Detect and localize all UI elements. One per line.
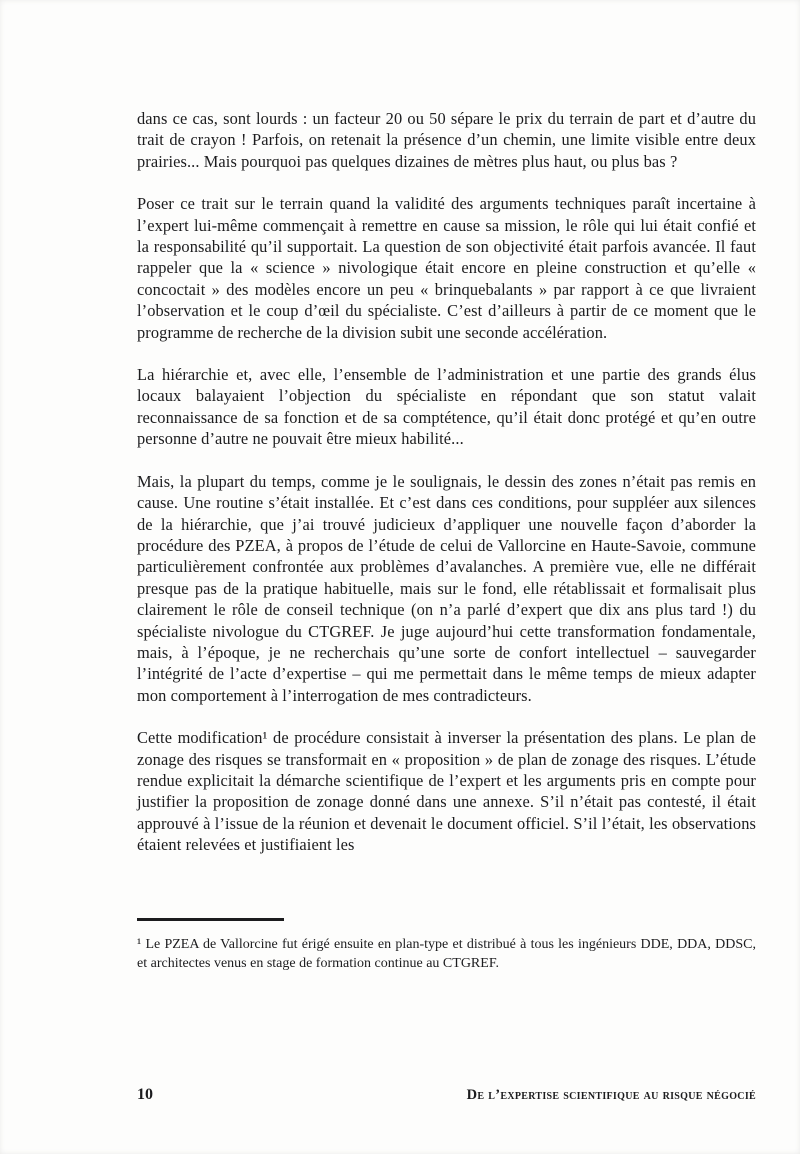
footnote-text: ¹ Le PZEA de Vallorcine fut érigé ensuite en plan-type et distribué à tous les ingénieurs DDE, DDA, DDSC, et architectes venus en stage de formation continue au CTGREF. — [137, 937, 756, 971]
paragraph-1: dans ce cas, sont lourds : un facteur 20 ou 50 sépare le prix du terrain de part et d’autre du trait de crayon ! Parfois, on retenait la présence d’un chemin, une limite visible entre deux prairies... Mais pourquoi pas quelques dizaines de mètres plus haut, ou plus bas ? — [137, 109, 756, 171]
running-title: De l’expertise scientifique au risque négocié — [466, 1087, 756, 1103]
footnote-area — [137, 918, 756, 973]
paragraph-4: Mais, la plupart du temps, comme je le soulignais, le dessin des zones n’était pas remis en cause. Une routine s’était installée. Et c’est dans ces conditions, pour suppléer aux silences de la hiérarchie, que j’ai trouvé judicieux d’appliquer une nouvelle façon d’aborder la procédure des PZEA, à propos de l’étude de celui de Vallorcine en Haute-Savoie, commune particulièrement confrontée aux problèmes d’avalanches. A première vue, elle ne différait presque pas de la pratique habituelle, mais sur le fond, elle rétablissait et formalisait plus clairement le rôle de conseil technique (on n’a parlé d’expert que dix ans plus tard !) du spécialiste nivologue du CTGREF. Je juge aujourd’hui cette transformation fondamentale, mais, à l’époque, je ne recherchais qu’une sorte de confort intellectuel – sauvegarder l’intégrité de l’acte d’expertise – qui me permettait dans le même temps de mieux adapter mon comportement à l’interrogation de mes contradicteurs. — [137, 471, 756, 705]
body-text — [137, 108, 756, 877]
paragraph-5: Cette modification¹ de procédure consistait à inverser la présentation des plans. Le plan de zonage des risques se transformait en « proposition » de plan de zonage des risques. L’étude rendue explicitait la démarche scientifique de l’expert et les arguments pris en compte pour justifier la proposition de zonage donné dans une annexe. S’il n’était pas contesté, il était approuvé à l’issue de la réunion et devenait le document officiel. S’il l’était, les observations étaient relevées et justifiaient les — [137, 728, 756, 855]
footnote-separator-rule — [137, 918, 284, 921]
paragraph-2: Poser ce trait sur le terrain quand la validité des arguments techniques paraît incertaine à l’expert lui-même commençait à remettre en cause sa mission, le rôle qui lui était confié et la responsabilité qu’il supportait. La question de son objectivité était parfois avancée. Il faut rappeler que la « science » nivologique était encore en pleine construction et qu’elle « concoctait » des modèles encore un peu « brinquebalants » par rapport à ce que livraient l’observation et le coup d’œil du spécialiste. C’est d’ailleurs à partir de ce moment que le programme de recherche de la division subit une seconde accélération. — [137, 194, 756, 342]
page-number: 10 — [137, 1086, 153, 1103]
page-footer — [137, 1086, 756, 1104]
paragraph-3: La hiérarchie et, avec elle, l’ensemble de l’administration et une partie des grands élus locaux balayaient l’objection du spécialiste en répondant que son statut valait reconnaissance de sa fonction et de sa comptétence, qu’il était donc protégé et qu’en outre personne d’autre ne pouvait être mieux habilité... — [137, 365, 756, 449]
